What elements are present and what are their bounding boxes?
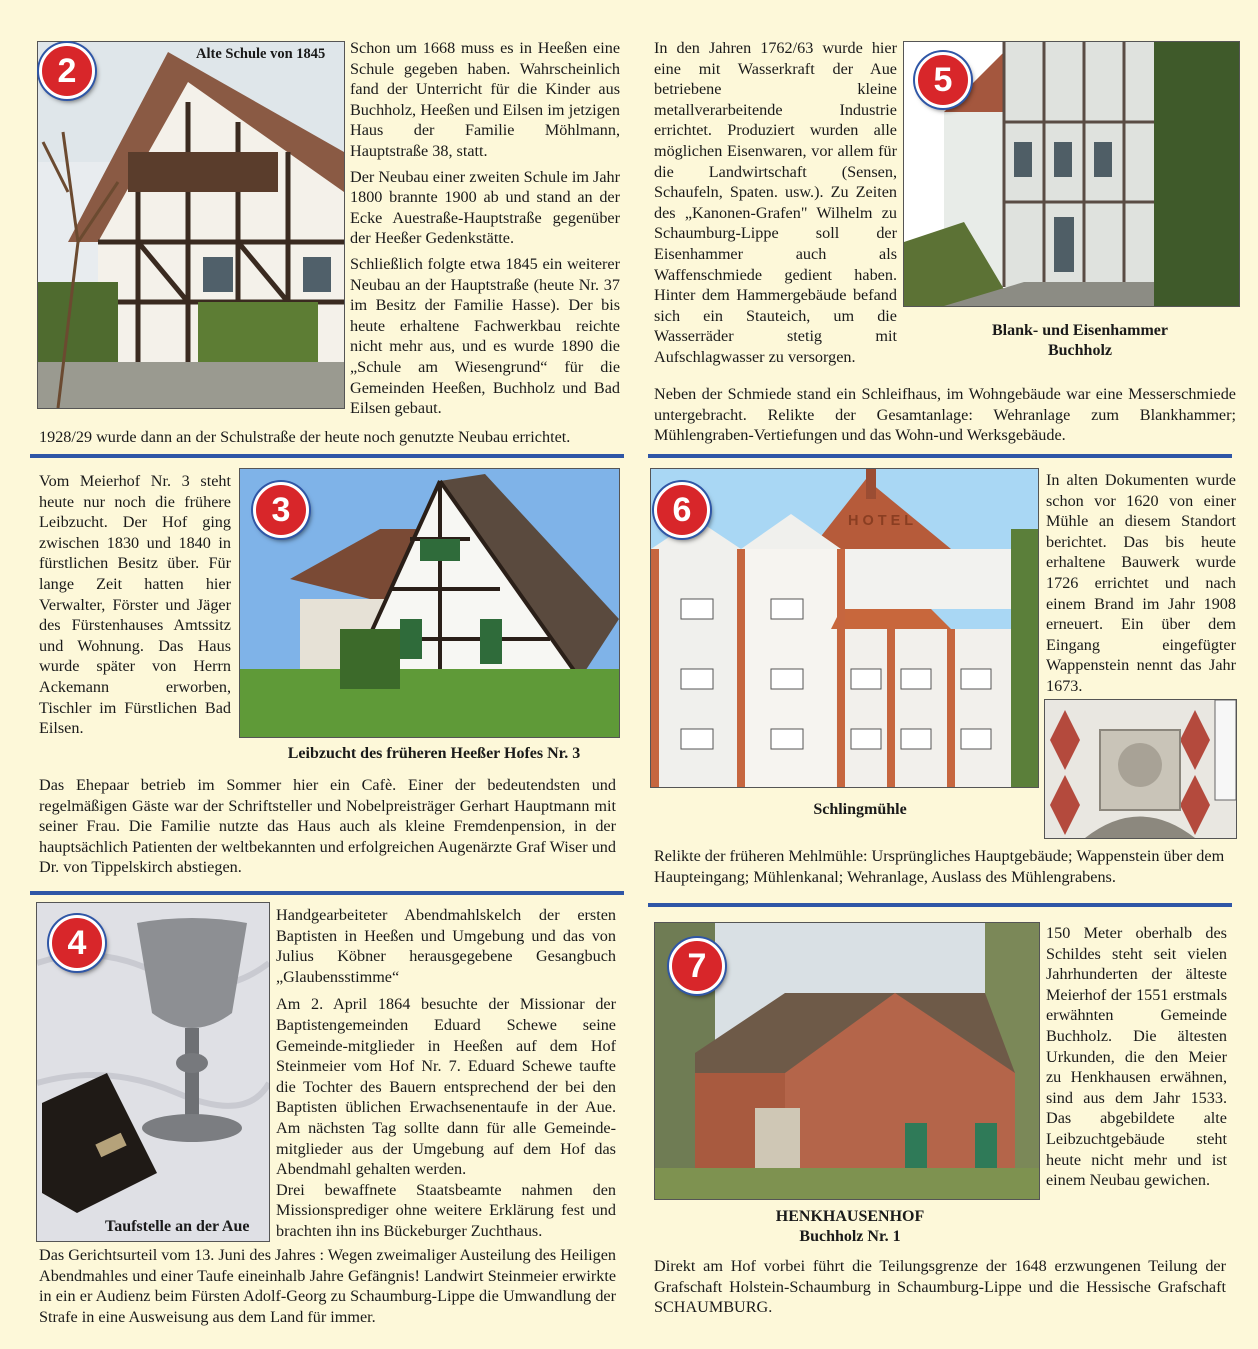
paragraph: Am 2. April 1864 besuchte der Missionar der Baptistengemeinden Eduard Schewe seine Gemeinde-mitglieder in Heeßen auf dem Hof Steinmeier vom Hof Nr. 7. Eduard Schewe taufte die Tochter des Bauern entsprechend der bei den Baptisten üblichen Erwachsenentaufe in der Aue. Am nächsten Tag sollte dann für alle Gemeinde-mitglieder aus der Umgebung auf dem Hof das Abendmahl gehalten werden. <box>276 995 616 1179</box>
photo-wappenstein <box>1044 699 1237 839</box>
photo-label-taufstelle: Taufstelle an der Aue <box>105 1218 250 1235</box>
text-henkhausenhof-footer: Direkt am Hof vorbei führt die Teilungsgrenze der 1648 erzwungenen Teilung der Grafschaft Holstein-Schaumburg in Schaumburg-Lippe und die Hessische Grafschaft SCHAUMBURG. <box>654 1257 1226 1317</box>
text-baptisten-footer: Das Gerichtsurteil vom 13. Juni des Jahres : Wegen zweimaliger Austeilung des Heiligen Abendmahles und einer Taufe eineinhalb Jahre Gefängnis! Landwirt Steinmeier erwirkte in ein er Audienz beim Fürsten Adolf-Georg zu Schaumburg-Lippe die Umwandlung der Strafe in eine Ausweisung aus dem Land für immer. <box>39 1246 616 1326</box>
paragraph: Schon um 1668 muss es in Heeßen eine Schule gegeben haben. Wahrscheinlich fand der Unterricht für die Kinder aus Buchholz, Heeßen und Eilsen im jetzigen Haus der Familie Möhlmann, Hauptstraße 38, statt. <box>350 39 620 160</box>
section-number-5: 5 <box>915 52 971 108</box>
text-eisenhammer-footer: Neben der Schmiede stand ein Schleifhaus, im Wohngebäude war eine Messerschmiede untergebracht. Relikte der Gesamtanlage: Wehranlage zum Blankhammer; Mühlengraben-Vertiefungen und das Wohn-und Werksgebäude. <box>654 385 1236 445</box>
photo-alte-schule <box>37 41 345 409</box>
caption-schlingmuehle: Schlingmühle <box>813 801 907 818</box>
text-block-schlingmuehle: In alten Dokumenten wurde schon vor 1620 von einer Mühle an diesem Standort berichtet. Das bis heute erhaltene Bauwerk wurde 1726 errichtet und nach einem Brand im Jahr 1908 erneuert. Ein über dem Eingang eingefügter Wappenstein nennt das Jahr 1673. <box>1046 471 1236 695</box>
section-number-7: 7 <box>669 938 725 994</box>
photo-label-alte-schule: Alte Schule von 1845 <box>196 46 326 62</box>
section-divider <box>648 903 1232 907</box>
caption-line: Blank- und Eisenhammer <box>991 322 1169 339</box>
section-divider <box>30 891 624 895</box>
section-divider <box>30 454 624 458</box>
section-number-2: 2 <box>39 43 95 99</box>
hotel-sign: HOTEL <box>848 513 918 529</box>
section-number-4: 4 <box>49 915 105 971</box>
text-leibzucht-footer: Das Ehepaar betrieb im Sommer hier ein Cafè. Einer der bedeutendsten und regelmäßigen Gäste war der Schriftsteller und Nobelpreisträger Gerhart Hauptmann mit seiner Frau. Die Familie nutzte das Haus auch als kleine Fremdenpension, in der hauptsächlich Patienten der weltbekannten und erfolgreichen Augenärzte Graf Wiser und Dr. von Tippelskirch abstiegen. <box>39 776 616 877</box>
paragraph: Drei bewaffnete Staatsbeamte nahmen den Missionsprediger ohne weitere Erklärung fest und brachten ihn ins Bückeburger Zuchthaus. <box>276 1180 616 1240</box>
section-divider <box>648 454 1232 458</box>
text-block-baptisten <box>276 905 616 1247</box>
text-block-schule <box>350 38 620 424</box>
text-block-eisenhammer: In den Jahren 1762/63 wurde hier eine mit Wasserkraft der Aue betriebene kleine metallverarbeitende Industrie errichtet. Produziert wurden alle möglichen Eisenwaren, vor allem für die Landwirtschaft (Sensen, Schaufeln, Spaten. usw.). Zu Zeiten des „Kanonen-Grafen" Wilhelm zu Schaumburg-Lippe soll der Eisenhammer auch als Waffenschmiede gedient haben. Hinter dem Hammergebäude befand sich ein Stauteich, um die Wasserräder stetig mit Aufschlagwasser zu versorgen. <box>654 39 897 366</box>
section-number-3: 3 <box>253 482 309 538</box>
text-block-henkhausenhof: 150 Meter oberhalb des Schildes steht seit vielen Jahrhunderten der älteste Meierhof der 1551 erstmals erwähnten Gemeinde Buchholz. Die ältesten Urkunden, die den Meier zu Henkhausen erwähnen, sind aus dem Jahr 1533. Das abgebildete alte Leibzuchtgebäude steht heute nicht mehr und ist einem Neubau gewichen. <box>1046 924 1227 1190</box>
section-number-6: 6 <box>654 482 710 538</box>
paragraph: Schließlich folgte etwa 1845 ein weiterer Neubau an der Hauptstraße (heute Nr. 37 im Besitz der Familie Hasse). Der bis heute erhaltene Fachwerkbau reichte nicht mehr aus, und es wurde 1890 die „Schule am Wiesengrund“ für die Gemeinden Heeßen, Buchholz und Bad Eilsen gebaut. <box>350 254 620 418</box>
caption-henkhausenhof <box>735 1207 965 1247</box>
caption-line: Buchholz <box>1047 342 1112 359</box>
caption-eisenhammer <box>940 321 1220 361</box>
paragraph: Der Neubau einer zweiten Schule im Jahr 1800 brannte 1900 ab und stand an der Ecke Auestraße-Hauptstraße gegenüber der Heeßer Gedenkstätte. <box>350 167 620 248</box>
text-schlingmuehle-footer: Relikte der früheren Mehlmühle: Ursprüngliches Hauptgebäude; Wappenstein über dem Haupteingang; Mühlenkanal; Wehranlage, Auslass des Mühlengrabens. <box>654 847 1225 886</box>
caption-leibzucht: Leibzucht des früheren Heeßer Hofes Nr. 3 <box>287 745 581 762</box>
text-block-leibzucht: Vom Meierhof Nr. 3 steht heute nur noch die frühere Leibzucht. Der Hof ging zwischen 1830 und 1840 in fürstlichen Besitz über. Für lange Zeit hatten hier Verwalter, Förster und Jäger des Fürstenhauses Amtssitz und Wohnung. Das Haus wurde später von Herrn Ackemann erworben, Tischler im Fürstlichen Bad Eilsen. <box>39 472 231 738</box>
caption-line: HENKHAUSENHOF <box>775 1208 925 1225</box>
paragraph: Handgearbeiteter Abendmahlskelch der ersten Baptisten in Heeßen und Umgebung und das von Julius Köbner herausgegebene Gesangbuch „Glaubensstimme“ <box>276 906 616 986</box>
caption-line: Buchholz Nr. 1 <box>799 1228 901 1245</box>
text-schule-footer: 1928/29 wurde dann an der Schulstraße der heute noch genutzte Neubau errichtet. <box>39 428 571 446</box>
